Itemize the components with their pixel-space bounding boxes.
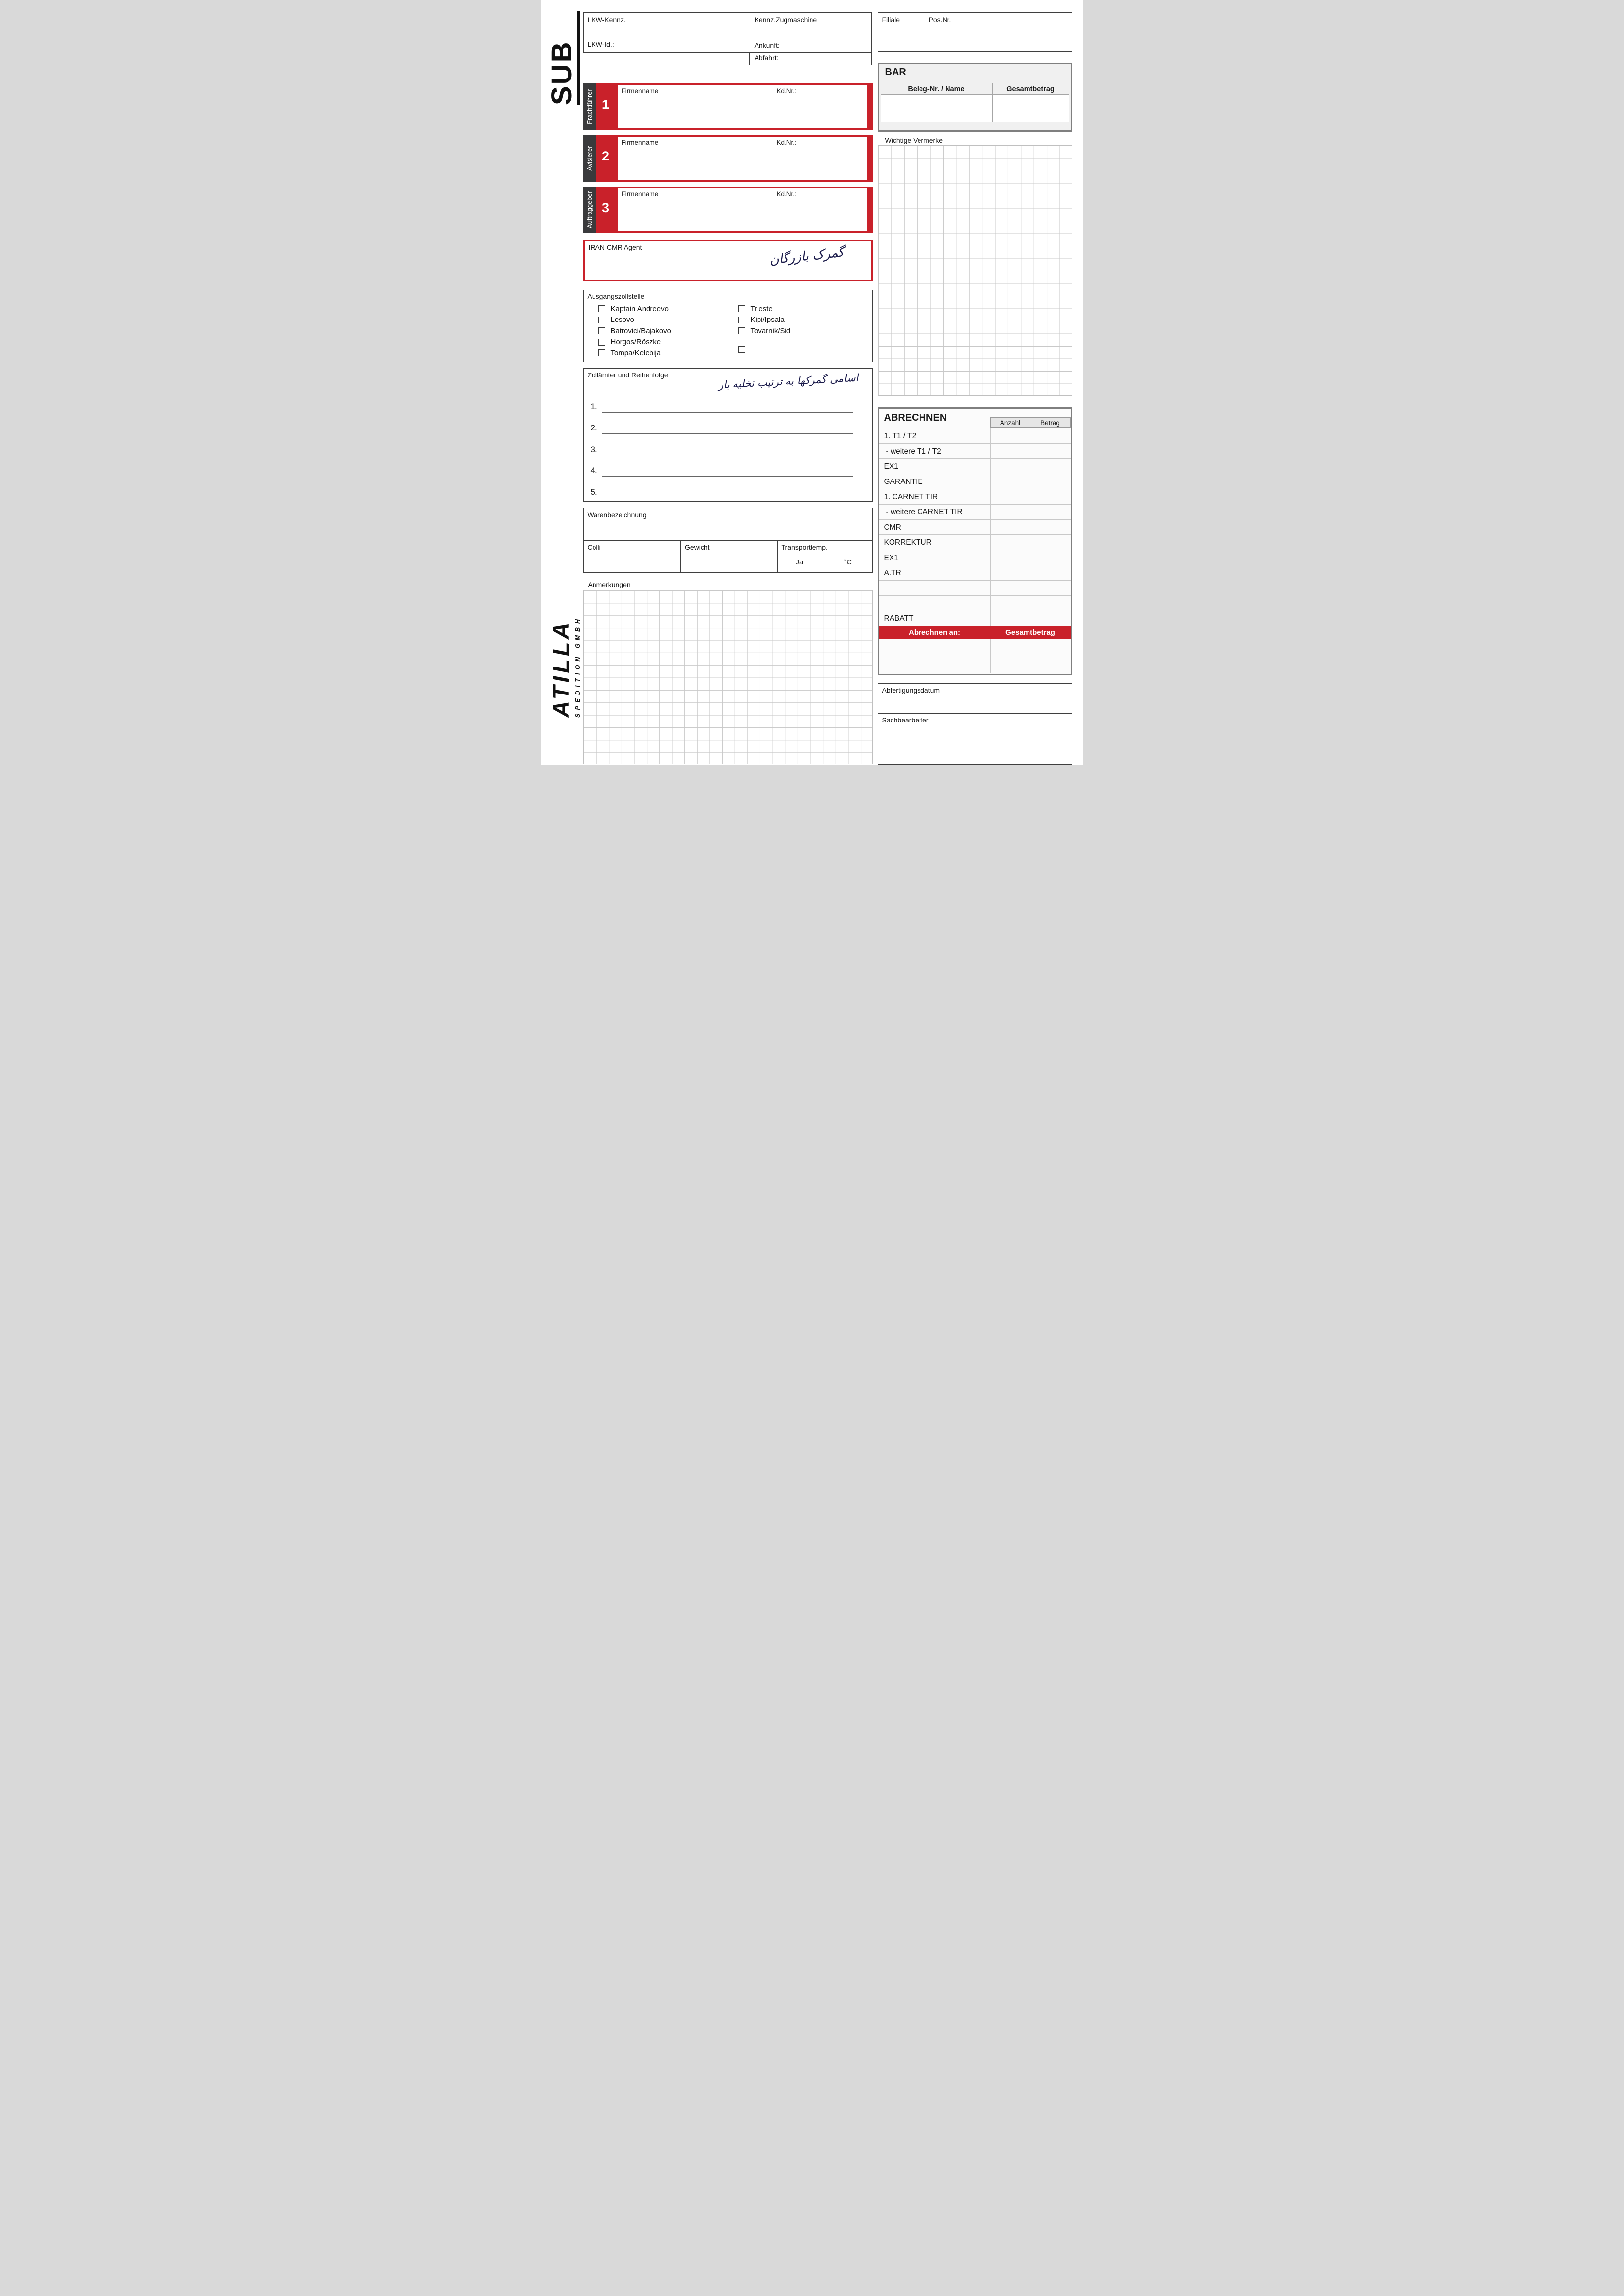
line-input[interactable] xyxy=(602,446,853,455)
anzahl-cell[interactable] xyxy=(990,550,1030,565)
bar-table xyxy=(881,83,1069,122)
party-number-badge xyxy=(596,135,616,182)
firmenname-label: Firmenname xyxy=(621,190,659,198)
abrechnen-label: EX1 xyxy=(884,554,898,562)
betrag-cell[interactable] xyxy=(1030,581,1071,595)
party-block-avisierer xyxy=(583,135,873,182)
abrechnen-row-korrektur xyxy=(879,535,1071,550)
betrag-cell[interactable] xyxy=(1030,611,1071,626)
temp-value-line[interactable] xyxy=(808,560,839,566)
sachbearbeiter-label: Sachbearbeiter xyxy=(882,716,929,724)
option-label: Tovarnik/Sid xyxy=(750,326,791,335)
option-lesovo[interactable] xyxy=(598,315,671,326)
abrechnen-row-cmr xyxy=(879,520,1071,535)
abrechnen-label: - weitere T1 / T2 xyxy=(886,447,941,455)
betrag-cell[interactable] xyxy=(1030,550,1071,565)
abrechnen-row-ex1 xyxy=(879,459,1071,474)
anzahl-cell[interactable] xyxy=(990,474,1030,489)
zugmaschine-label: Kennz.Zugmaschine xyxy=(754,16,817,24)
abrechnen-row-garantie xyxy=(879,474,1071,489)
abrechnen-row-ex1-2 xyxy=(879,550,1071,565)
anzahl-cell[interactable] xyxy=(990,520,1030,534)
abrechnen-row-weitere-carnet-tir xyxy=(879,505,1071,520)
party-input-area[interactable] xyxy=(616,83,873,130)
betrag-cell[interactable] xyxy=(1030,444,1071,458)
anzahl-cell[interactable] xyxy=(990,639,1030,656)
iran-cmr-agent-box[interactable] xyxy=(583,240,873,281)
abrechnen-label: 1. CARNET TIR xyxy=(884,493,938,501)
abrechnen-label: GARANTIE xyxy=(884,478,923,486)
ausgangszollstelle-label: Ausgangszollstelle xyxy=(587,293,645,300)
lkw-id-label: LKW-Id.: xyxy=(587,40,614,48)
abfahrt-box[interactable] xyxy=(749,52,872,65)
party-role-strip xyxy=(583,135,596,182)
option-label: Kaptain Andreevo xyxy=(610,304,669,313)
anzahl-cell[interactable] xyxy=(990,656,1030,673)
abrechnen-label: - weitere CARNET TIR xyxy=(886,508,963,516)
bar-title: BAR xyxy=(885,67,906,78)
line-input[interactable] xyxy=(602,403,853,413)
handwriting-farsi: گمرک بازرگان xyxy=(768,245,845,267)
filiale-label: Filiale xyxy=(882,16,900,24)
abrechnen-label: KORREKTUR xyxy=(884,538,932,547)
party-number: 3 xyxy=(601,200,610,215)
option-label: Horgos/Röszke xyxy=(610,338,661,347)
zoll-line-4 xyxy=(591,455,853,477)
abrechnen-row-rabatt xyxy=(879,611,1071,626)
abrechnen-row-empty xyxy=(879,581,1071,596)
party-input-area[interactable] xyxy=(616,187,873,233)
warenbezeichnung-box[interactable] xyxy=(583,508,873,540)
bar-col-beleg: Beleg-Nr. / Name xyxy=(881,83,992,95)
anmerkungen-grid[interactable] xyxy=(583,590,873,764)
betrag-cell[interactable] xyxy=(1030,639,1071,656)
option-label: Tompa/Kelebija xyxy=(610,348,661,357)
party-block-auftraggeber xyxy=(583,187,873,233)
party-role-label: Frachtführer xyxy=(585,89,593,124)
bar-betrag-cell[interactable] xyxy=(992,108,1069,122)
abrechnen-an-label: Abrechnen an: xyxy=(908,628,960,637)
firmenname-label: Firmenname xyxy=(621,139,659,146)
line-input[interactable] xyxy=(602,467,853,477)
abrechnen-label: A.TR xyxy=(884,569,901,577)
party-role-strip xyxy=(583,83,596,130)
transporttemp-box[interactable] xyxy=(777,540,873,573)
abfahrt-label: Abfahrt: xyxy=(754,54,779,62)
abfertigungsdatum-box[interactable] xyxy=(878,683,1072,714)
abrechnen-label: RABATT xyxy=(884,614,914,623)
party-number-badge xyxy=(596,187,616,233)
bar-beleg-cell[interactable] xyxy=(881,94,992,108)
zollstelle-options-right xyxy=(738,303,862,355)
betrag-cell[interactable] xyxy=(1030,489,1071,504)
option-label: Lesovo xyxy=(610,316,634,324)
option-label: Trieste xyxy=(750,304,773,313)
ja-label: Ja xyxy=(795,558,804,566)
abrechnen-title: ABRECHNEN xyxy=(884,412,947,423)
anzahl-cell[interactable] xyxy=(990,444,1030,458)
option-kaptain-andreevo[interactable] xyxy=(598,303,671,315)
other-option-line[interactable] xyxy=(751,346,862,353)
abrechnen-row-carnet-tir xyxy=(879,489,1071,505)
zoll-line-3 xyxy=(591,434,853,455)
checkbox[interactable] xyxy=(598,339,605,346)
betrag-cell[interactable] xyxy=(1030,535,1071,550)
ankunft-label: Ankunft: xyxy=(754,41,780,49)
abrechnen-row-atr xyxy=(879,565,1071,581)
kdnr-label: Kd.Nr.: xyxy=(776,190,797,198)
line-number: 4. xyxy=(590,466,597,475)
truck-header-box[interactable] xyxy=(583,12,872,53)
betrag-cell[interactable] xyxy=(1030,428,1071,443)
anzahl-column-header: Anzahl xyxy=(990,417,1030,428)
checkbox[interactable] xyxy=(785,560,791,566)
gewicht-label: Gewicht xyxy=(685,543,710,551)
line-input[interactable] xyxy=(602,488,853,498)
atilla-logo xyxy=(549,584,586,718)
line-number: 5. xyxy=(590,487,597,497)
firmenname-label: Firmenname xyxy=(621,87,659,95)
line-number: 2. xyxy=(590,423,597,432)
zollstelle-options-left xyxy=(598,303,671,359)
colli-box[interactable] xyxy=(583,540,681,573)
gewicht-box[interactable] xyxy=(680,540,778,573)
zoll-line-1 xyxy=(591,391,853,413)
anzahl-cell[interactable] xyxy=(990,581,1030,595)
option-other[interactable] xyxy=(738,344,862,355)
checkbox[interactable] xyxy=(598,305,605,312)
temp-input-row xyxy=(785,558,868,566)
vermerke-label: Wichtige Vermerke xyxy=(885,136,943,144)
anzahl-cell[interactable] xyxy=(990,459,1030,474)
anzahl-cell[interactable] xyxy=(990,596,1030,611)
option-tompa-kelebija[interactable] xyxy=(598,347,671,359)
party-number-badge xyxy=(596,83,616,130)
abrechnen-label: CMR xyxy=(884,523,901,532)
abrechnen-row-empty xyxy=(879,639,1071,656)
zollaemter-box xyxy=(583,368,873,502)
form-page xyxy=(541,0,1083,765)
abrechnen-row-empty xyxy=(879,656,1071,673)
handwriting-farsi: اسامی گمرکها به ترتیب تخلیه بار xyxy=(718,372,859,391)
abfertigungsdatum-label: Abfertigungsdatum xyxy=(882,686,940,694)
anzahl-cell[interactable] xyxy=(990,611,1030,626)
anzahl-cell[interactable] xyxy=(990,505,1030,519)
option-kipi-ipsala[interactable] xyxy=(738,315,862,326)
lkw-kennz-label: LKW-Kennz. xyxy=(587,16,626,24)
bar-section xyxy=(878,63,1072,132)
kdnr-label: Kd.Nr.: xyxy=(776,139,797,146)
line-number: 3. xyxy=(590,444,597,454)
option-label: Kipi/Ipsala xyxy=(750,316,785,324)
abrechnen-label: EX1 xyxy=(884,462,898,471)
betrag-cell[interactable] xyxy=(1030,656,1071,673)
checkbox[interactable] xyxy=(738,305,745,312)
pos-nr-label: Pos.Nr. xyxy=(928,16,951,24)
option-trieste[interactable] xyxy=(738,303,862,315)
anzahl-cell[interactable] xyxy=(990,565,1030,580)
betrag-cell[interactable] xyxy=(1030,505,1071,519)
checkbox[interactable] xyxy=(738,327,745,334)
bar-beleg-cell[interactable] xyxy=(881,108,992,122)
kdnr-label: Kd.Nr.: xyxy=(776,87,797,95)
party-role-label: Avisierer xyxy=(585,146,593,171)
anzahl-cell[interactable] xyxy=(990,489,1030,504)
anmerkungen-label: Anmerkungen xyxy=(588,581,631,588)
option-label: Batrovici/Bajakovo xyxy=(610,326,671,335)
checkbox[interactable] xyxy=(598,349,605,356)
option-horgos-roeszke[interactable] xyxy=(598,337,671,348)
abrechnen-row-t1-t2 xyxy=(879,428,1071,444)
abrechnen-section xyxy=(878,407,1072,675)
anzahl-cell[interactable] xyxy=(990,428,1030,443)
betrag-column-header: Betrag xyxy=(1030,417,1071,428)
iran-cmr-label: IRAN CMR Agent xyxy=(588,243,642,251)
party-number: 2 xyxy=(601,149,610,163)
ausgangszollstelle-box xyxy=(583,290,873,362)
bar-betrag-cell[interactable] xyxy=(992,94,1069,108)
sub-logo: SUB xyxy=(548,11,580,105)
colli-label: Colli xyxy=(587,543,601,551)
gesamtbetrag-label: Gesamtbetrag xyxy=(1005,628,1055,637)
betrag-cell[interactable] xyxy=(1030,520,1071,534)
abrechnen-rows xyxy=(879,428,1071,673)
party-number: 1 xyxy=(601,97,610,112)
abrechnen-label: 1. T1 / T2 xyxy=(884,432,917,440)
party-role-label: Auftraggeber xyxy=(585,191,593,229)
checkbox[interactable] xyxy=(738,317,745,323)
line-input[interactable] xyxy=(602,424,853,434)
option-batrovici-bajakovo[interactable] xyxy=(598,325,671,337)
zollaemter-label: Zollämter und Reihenfolge xyxy=(587,371,668,379)
checkbox[interactable] xyxy=(738,346,745,353)
celsius-unit-label: °C xyxy=(843,558,852,566)
abrechnen-row-weitere-t1-t2 xyxy=(879,444,1071,459)
zollaemter-lines xyxy=(591,391,853,498)
filiale-box[interactable] xyxy=(878,12,1072,52)
transporttemp-label: Transporttemp. xyxy=(781,543,828,551)
checkbox[interactable] xyxy=(598,317,605,323)
betrag-cell[interactable] xyxy=(1030,596,1071,611)
betrag-cell[interactable] xyxy=(1030,565,1071,580)
vermerke-grid[interactable] xyxy=(878,145,1072,396)
betrag-cell[interactable] xyxy=(1030,459,1071,474)
betrag-cell[interactable] xyxy=(1030,474,1071,489)
party-role-strip xyxy=(583,187,596,233)
abrechnen-footer xyxy=(879,626,1071,639)
filiale-divider xyxy=(924,13,925,51)
zoll-line-5 xyxy=(591,477,853,498)
anzahl-cell[interactable] xyxy=(990,535,1030,550)
zoll-line-2 xyxy=(591,413,853,434)
sachbearbeiter-box[interactable] xyxy=(878,713,1072,765)
party-block-frachtfuehrer xyxy=(583,83,873,130)
atilla-logo-name: ATILLA xyxy=(547,619,574,718)
warenbezeichnung-label: Warenbezeichnung xyxy=(587,511,647,519)
atilla-logo-subtitle: SPEDITION GMBH xyxy=(574,615,581,718)
bar-col-gesamtbetrag: Gesamtbetrag xyxy=(992,83,1069,95)
party-input-area[interactable] xyxy=(616,135,873,182)
checkbox[interactable] xyxy=(598,327,605,334)
line-number: 1. xyxy=(590,401,597,411)
option-tovarnik-sid[interactable] xyxy=(738,325,862,337)
abrechnen-row-empty xyxy=(879,596,1071,611)
